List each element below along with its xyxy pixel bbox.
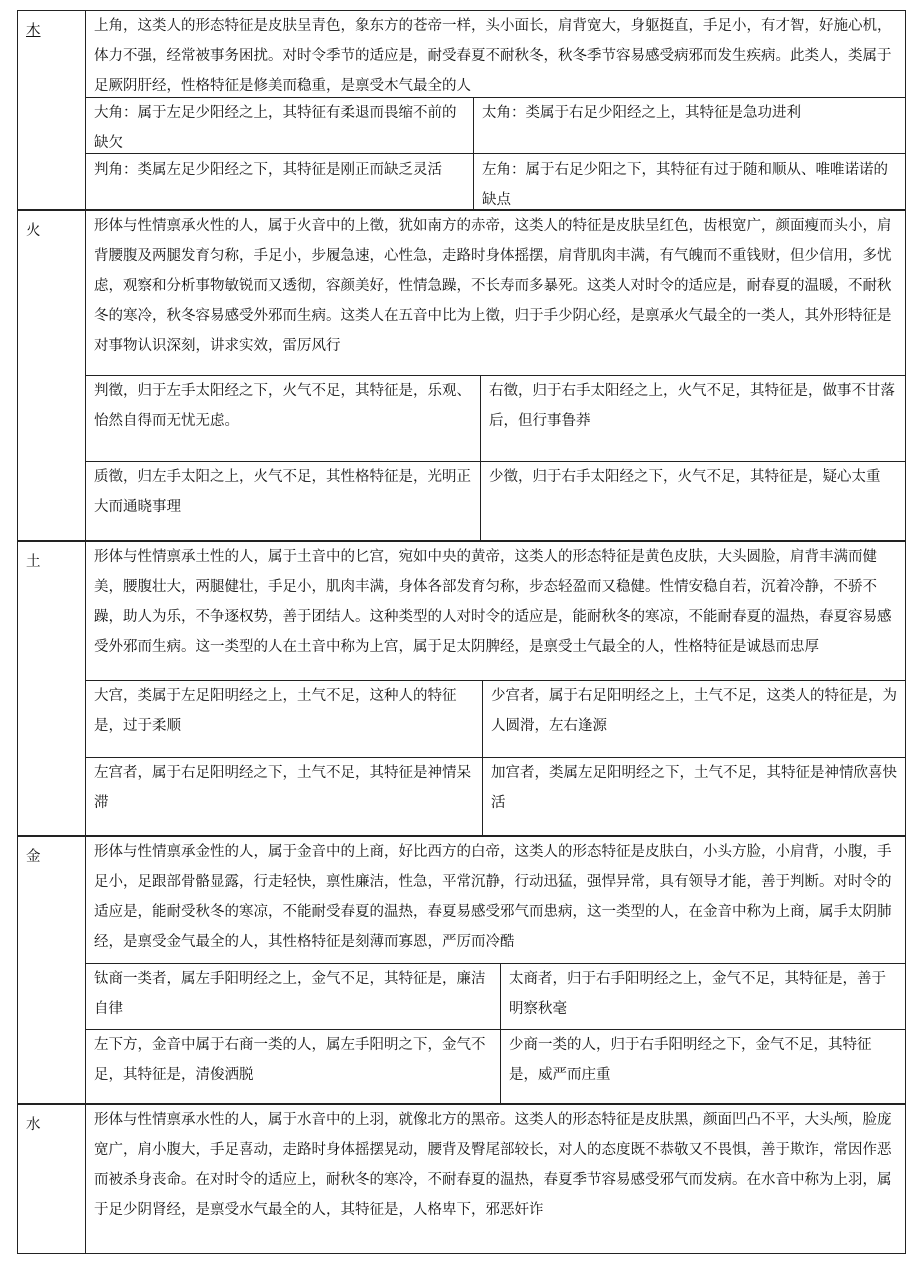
subtype-cell: 太商者，归于右手阳明经之上，金气不足，其特征是，善于明察秋毫 [509, 971, 886, 1017]
subtype-grid [86, 375, 905, 540]
subtype-cell: 右徵，归于右手太阳经之上，火气不足，其特征是，做事不甘落后，但行事鲁莽 [489, 383, 895, 429]
element-label: 木 [26, 23, 41, 39]
subtype-cell: 少徵，归于右手太阳经之下，火气不足，其特征是，疑心太重 [489, 469, 881, 485]
section-earth [17, 541, 906, 836]
subtype-cell: 钛商一类者，属左手阳明经之上，金气不足，其特征是，廉洁自律 [94, 971, 486, 1017]
section-content [85, 542, 905, 835]
element-label: 土 [26, 554, 41, 570]
subtype-cell: 大宫，类属于左足阳明经之上，土气不足，这种人的特征是，过于柔顺 [94, 688, 457, 734]
subtype-cell: 加宫者，类属左足阳明经之下，土气不足，其特征是神情欣喜快活 [491, 765, 897, 811]
subtype-cell: 判角：类属左足少阳经之下，其特征是刚正而缺乏灵活 [94, 162, 442, 178]
subtype-cell: 判徵，归于左手太阳经之下，火气不足，其特征是，乐观、怡然自得而无忧无虑。 [94, 383, 471, 429]
subtype-grid [86, 963, 905, 1103]
section-content [85, 211, 905, 540]
section-content [85, 11, 905, 209]
main-description: 上角，这类人的形态特征是皮肤呈青色，象东方的苍帝一样，头小面长，肩背宽大，身躯挺直，手足小，有才智，好施心机，体力不强，经常被事务困扰。对时令季节的适应是，耐受春夏不耐秋冬，秋冬季节容易感受病邪而发生疾病。此类人，类属于足厥阴肝经，性格特征是修美而稳重，是禀受木气最全的人 [94, 18, 892, 94]
subtype-cell: 左宫者，属于右足阳明经之下，土气不足，其特征是神情呆滞 [94, 765, 471, 811]
subtype-cell: 质徵，归左手太阳之上，火气不足，其性格特征是，光明正大而通晓事理 [94, 469, 471, 515]
subtype-cell: 大角：属于左足少阳经之上，其特征有柔退而畏缩不前的缺欠 [94, 105, 457, 151]
section-water [17, 1104, 906, 1254]
section-content [85, 837, 905, 1103]
main-description: 形体与性情禀承火性的人，属于火音中的上徵，犹如南方的赤帝，这类人的特征是皮肤呈红色，齿根宽广，颜面瘦而头小，肩背腰腹及两腿发育匀称，手足小，步履急速，心性急，走路时身体摇摆，肩背肌肉丰满，有气魄而不重钱财，但少信用，多忧虑，观察和分析事物敏锐而又透彻，容颜美好，性情急躁，不长寿而多暴死。这类人对时令的适应是，耐春夏的温暖，不耐秋冬的寒冷，秋冬容易感受外邪而生病。这类人在五音中比为上徵，归于手少阴心经，是禀承火气最全的一类人，其外形特征是对事物认识深刻，讲求实效，雷厉风行 [94, 218, 892, 354]
subtype-cell: 少宫者，属于右足阳明经之上，土气不足，这类人的特征是，为人圆滑，左右逢源 [491, 688, 897, 734]
subtype-cell: 左下方，金音中属于右商一类的人，属左手阳明之下，金气不足，其特征是，清俊洒脱 [94, 1037, 486, 1083]
section-metal [17, 836, 906, 1104]
element-label: 水 [26, 1117, 41, 1133]
subtype-grid [86, 680, 905, 835]
main-description: 形体与性情禀承土性的人，属于土音中的匕宫，宛如中央的黄帝，这类人的形态特征是黄色皮肤，大头圆脸，肩背丰满而健美，腰腹壮大，两腿健壮，手足小，肌肉丰满，身体各部发育匀称，步态轻盈而又稳健。性情安稳自若，沉着冷静，不骄不躁，助人为乐，不争逐权势，善于团结人。这种类型的人对时令的适应是，能耐秋冬的寒凉，不能耐春夏的温热，春夏容易感受外邪而生病。这一类型的人在土音中称为上宫，属于足太阴脾经，是禀受土气最全的人，性格特征是诚恳而忠厚 [94, 549, 892, 655]
main-description: 形体与性情禀承水性的人，属于水音中的上羽，就像北方的黑帝。这类人的形态特征是皮肤黑，颜面凹凸不平，大头颅，脸庞宽广，肩小腹大，手足喜动，走路时身体摇摆晃动，腰背及臀尾部较长，对人的态度既不恭敬又不畏惧，善于欺诈，常因作恶而被杀身丧命。在对时令的适应上，耐秋冬的寒冷，不耐春夏的温热，春夏季节容易感受邪气而发病。在水音中称为上羽，属于足少阴肾经，是禀受水气最全的人，其特征是，人格卑下，邪恶奸诈 [94, 1112, 892, 1218]
section-wood [17, 10, 906, 210]
element-label: 金 [26, 849, 41, 865]
subtype-cell: 左角：属于右足少阳之下，其特征有过于随和顺从、唯唯诺诺的缺点 [482, 162, 888, 208]
subtype-grid [86, 97, 905, 209]
subtype-cell: 少商一类的人，归于右手阳明经之下，金气不足，其特征是，威严而庄重 [509, 1037, 872, 1083]
section-fire [17, 210, 906, 541]
section-content [85, 1105, 905, 1253]
subtype-cell: 太角：类属于右足少阳经之上，其特征是急功进利 [482, 105, 801, 121]
element-label: 火 [26, 223, 41, 239]
main-description: 形体与性情禀承金性的人，属于金音中的上商，好比西方的白帝，这类人的形态特征是皮肤白，小头方脸，小肩背，小腹，手足小，足跟部骨骼显露，行走轻快，禀性廉洁，性急，平常沉静，行动迅猛，强悍异常，具有领导才能，善于判断。对时令的适应是，能耐受秋冬的寒凉，不能耐受春夏的温热，春夏易感受邪气而患病，这一类型的人，在金音中称为上商，属手太阴肺经，是禀受金气最全的人，其性格特征是刻薄而寡恩，严厉而冷酷 [94, 844, 892, 950]
